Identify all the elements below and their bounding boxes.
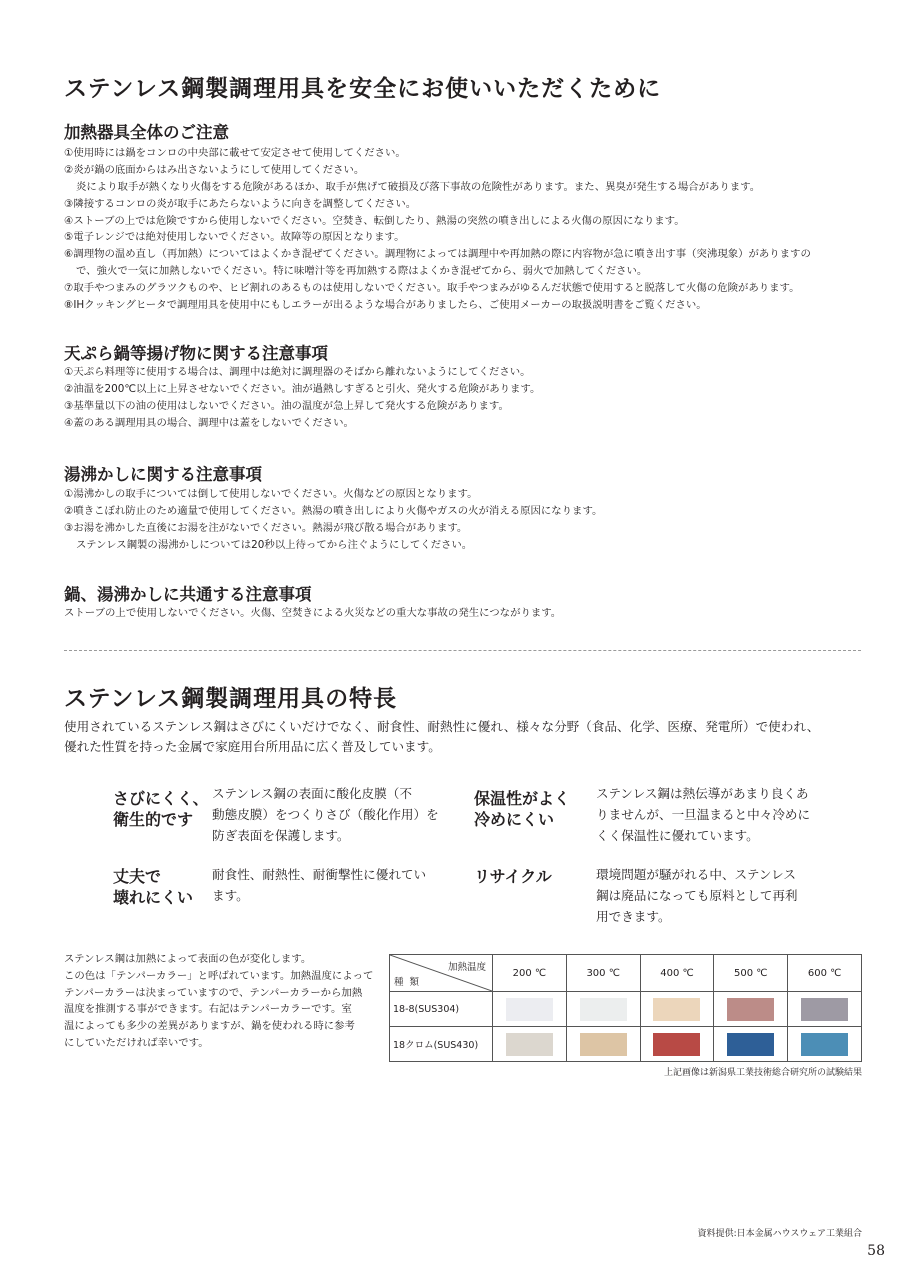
note-line: 温度を推測する事ができます。右記はテンパーカラーです。室 [64, 1003, 352, 1016]
swatch-cell [714, 1027, 788, 1062]
intro-line: 使用されているステンレス鋼はさびにくいだけでなく、耐食性、耐熱性に優れ、様々な分野（食品、化学、医療、発電所）で使われ、 [64, 719, 820, 734]
table-source-note: 上記画像は新潟県工業技術総合研究所の試験結果 [663, 1068, 862, 1078]
feature-text-line: 鋼は廃品になっても原料として再利 [596, 888, 798, 903]
credit-note: 資料提供:日本金属ハウスウェア工業組合 [697, 1229, 862, 1239]
temper-color-swatch [801, 1033, 848, 1056]
header-type-label: 種類 [394, 977, 426, 988]
note-line: この色は「テンパーカラー」と呼ばれています。加熱温度によって [64, 969, 374, 982]
table-row [390, 1027, 862, 1062]
feature-heading-durable [113, 866, 193, 908]
temp-header: 400 ℃ [640, 955, 714, 992]
section-body-kettle [64, 486, 602, 554]
caution-line: ②噴きこぼれ防止のため適量で使用してください。熱湯の噴き出しにより火傷やガスの火が消える原因になります。 [64, 504, 603, 517]
feature-heading-line: 冷めにくい [474, 810, 555, 829]
note-line: ステンレス鋼は加熱によって表面の色が変化します。 [64, 953, 312, 965]
swatch-cell [788, 1027, 862, 1062]
temper-color-swatch [801, 998, 848, 1021]
section-heading-common: 鍋、湯沸かしに共通する注意事項 [64, 585, 312, 604]
caution-line: ステンレス鋼製の湯沸かしについては20秒以上待ってから注ぐようにしてください。 [76, 538, 473, 551]
feature-text-line: 防ぎ表面を保護します。 [212, 828, 350, 843]
feature-heading-line: 丈夫で [113, 867, 162, 886]
page-title: ステンレス鋼製調理用具を安全にお使いいただくために [64, 76, 662, 102]
caution-line: で、強火で一気に加熱しないでください。特に味噌汁等を再加熱する際はよくかき混ぜてから、弱火で加熱してください。 [76, 265, 648, 278]
note-line: 温によっても多少の差異がありますが、鍋を使われる時に参考 [64, 1020, 355, 1033]
caution-line: ②油温を200℃以上に上昇させないでください。油が過熱しすぎると引火、発火する危険があります。 [64, 382, 541, 395]
feature-heading-rust [113, 788, 209, 830]
feature-heading-recycle [474, 866, 552, 887]
feature-text-line: ステンレス鋼は熱伝導があまり良くあ [596, 786, 809, 801]
feature-text-line: りませんが、一旦温まると中々冷めに [596, 807, 811, 822]
swatch-cell [566, 1027, 640, 1062]
page-number: 58 [867, 1243, 885, 1259]
temper-color-swatch [580, 1033, 627, 1056]
temper-color-swatch [727, 998, 774, 1021]
table-row [390, 992, 862, 1027]
note-line: にしていただければ幸いです。 [64, 1036, 209, 1049]
features-intro [64, 717, 819, 757]
temp-header: 300 ℃ [566, 955, 640, 992]
feature-heading-line: リサイクル [474, 867, 552, 886]
caution-line: ②炎が鍋の底面からはみ出さないようにして使用してください。 [64, 163, 365, 176]
caution-line: 炎により取手が熱くなり火傷をする危険があるほか、取手が焦げて破損及び落下事故の危険性があります。また、異臭が発生する場合があります。 [76, 180, 761, 193]
feature-heading-line: さびにくく、 [113, 789, 209, 808]
caution-line: ⑤電子レンジでは絶対使用しないでください。故障等の原因となります。 [64, 231, 405, 244]
feature-text-durable [212, 864, 426, 906]
feature-text-rust [212, 783, 439, 846]
temp-header: 500 ℃ [714, 955, 788, 992]
caution-line: ①天ぷら料理等に使用する場合は、調理中は絶対に調理器のそばから離れないようにしてください。 [64, 366, 531, 378]
caution-line: ⑧IHクッキングヒータで調理用具を使用中にもしエラーが出るような場合がありましたら、ご使用メーカーの取扱説明書をご覧ください。 [64, 299, 707, 312]
swatch-cell [493, 992, 567, 1027]
temper-color-swatch [506, 998, 553, 1021]
feature-heading-line: 衛生的です [113, 810, 194, 829]
temper-color-table [389, 954, 862, 1062]
swatch-cell [788, 992, 862, 1027]
caution-line: ⑥調理物の温め直し（再加熱）についてはよくかき混ぜてください。調理物によっては調理中や再加熱の際に内容物が急に噴き出す事（突沸現象）がありますの [64, 248, 811, 261]
features-title: ステンレス鋼製調理用具の特長 [64, 686, 398, 712]
header-temperature-label: 加熱温度 [447, 962, 486, 973]
temper-color-swatch [727, 1033, 774, 1056]
feature-text-line: ます。 [212, 888, 249, 903]
section-body-heating [64, 145, 811, 314]
caution-line: ③お湯を沸かした直後にお湯を注がないでください。熱湯が飛び散る場合があります。 [64, 521, 468, 534]
feature-heading-line: 壊れにくい [113, 888, 194, 907]
feature-text-line: 耐食性、耐熱性、耐衝撃性に優れてい [212, 867, 427, 882]
caution-line: ①使用時には鍋をコンロの中央部に載せて安定させて使用してください。 [64, 147, 406, 159]
temper-color-swatch [653, 1033, 700, 1056]
row-label: 18クロム(SUS430) [390, 1027, 493, 1062]
temper-color-swatch [653, 998, 700, 1021]
temper-color-swatch [506, 1033, 553, 1056]
swatch-cell [566, 992, 640, 1027]
temp-header: 200 ℃ [493, 955, 567, 992]
feature-text-heat [596, 783, 810, 846]
swatch-cell [640, 1027, 714, 1062]
caution-line: ③隣接するコンロの炎が取手にあたらないように向きを調整してください。 [64, 197, 417, 210]
swatch-cell [640, 992, 714, 1027]
swatch-cell [493, 1027, 567, 1062]
section-heading-heating: 加熱器具全体のご注意 [64, 123, 229, 142]
note-line: テンパーカラーは決まっていますので、テンパーカラーから加熱 [64, 986, 363, 999]
temper-color-swatch [580, 998, 627, 1021]
caution-line: ①湯沸かしの取手については倒して使用しないでください。火傷などの原因となります。 [64, 488, 478, 500]
section-heading-kettle: 湯沸かしに関する注意事項 [64, 465, 262, 484]
feature-heading-heat [474, 788, 570, 830]
intro-line: 優れた性質を持った金属で家庭用台所用品に広く普及しています。 [64, 739, 441, 754]
section-heading-frying: 天ぷら鍋等揚げ物に関する注意事項 [64, 344, 328, 363]
temper-color-note [64, 951, 373, 1052]
feature-heading-line: 保温性がよく [474, 789, 571, 808]
caution-line: ⑦取手やつまみのグラツクものや、ヒビ割れのあるものは使用しないでください。取手やつまみがゆるんだ状態で使用すると脱落して火傷の危険があります。 [64, 282, 800, 295]
row-label: 18-8(SUS304) [390, 992, 493, 1027]
feature-text-line: ステンレス鋼の表面に酸化皮膜（不 [212, 786, 412, 801]
table-header-row [390, 955, 862, 992]
section-body-frying [64, 364, 540, 432]
table-corner-cell [390, 955, 493, 992]
feature-text-line: 環境問題が騒がれる中、ステンレス [596, 867, 796, 882]
caution-line: ④ストーブの上では危険ですから使用しないでください。空焚き、転倒したり、熱湯の突然の噴き出しによる火傷の原因になります。 [64, 214, 685, 227]
section-body-common [64, 605, 561, 622]
caution-line: ③基準量以下の油の使用はしないでください。油の温度が急上昇して発火する危険があります。 [64, 399, 509, 412]
dashed-divider [64, 650, 861, 651]
feature-text-line: くく保温性に優れています。 [596, 828, 759, 843]
caution-line: ストーブの上で使用しないでください。火傷、空焚きによる火災などの重大な事故の発生につながります。 [64, 607, 562, 619]
feature-text-recycle [596, 864, 798, 927]
feature-text-line: 用できます。 [596, 909, 671, 924]
swatch-cell [714, 992, 788, 1027]
temp-header: 600 ℃ [788, 955, 862, 992]
feature-text-line: 動態皮膜）をつくりさび（酸化作用）を [212, 807, 439, 822]
caution-line: ④蓋のある調理用具の場合、調理中は蓋をしないでください。 [64, 416, 354, 429]
